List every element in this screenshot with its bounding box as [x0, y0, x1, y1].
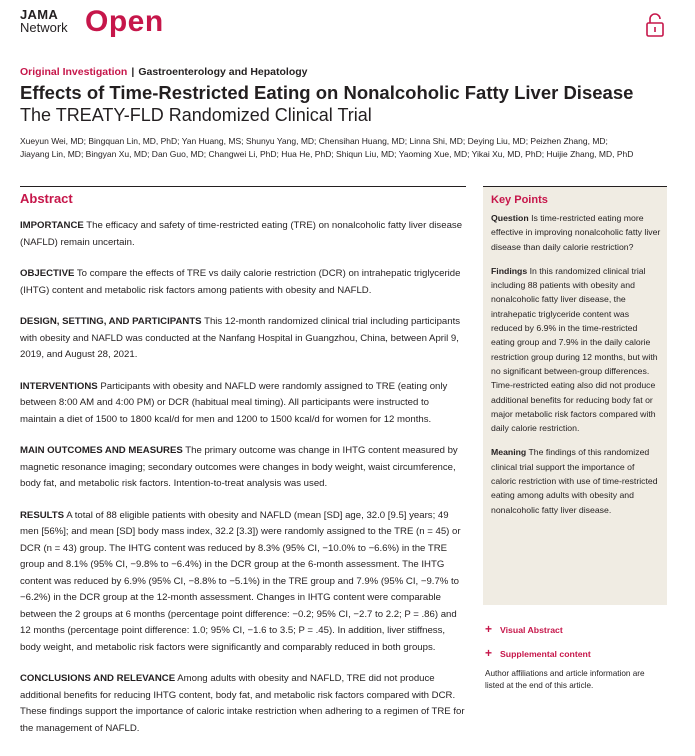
abstract-heading: Abstract — [20, 191, 73, 206]
logo-network: Network — [20, 20, 68, 35]
visual-abstract-link[interactable]: + Visual Abstract — [485, 622, 563, 636]
separator: | — [131, 66, 135, 78]
author-line: Jiayang Lin, MD; Bingyan Xu, MD; Dan Guo, MD; Changwei Li, PhD; Hua He, PhD; Shiqun Liu, MD; Yaoming Xue, MD; Yikai Xu, MD, PhD; Huijie Zhang, MD, PhD — [20, 149, 634, 159]
abstract-section-design: DESIGN, SETTING, AND PARTICIPANTS This 12-month randomized clinical trial including participants with obesity and NAFLD was conducted at the Nanfang Hospital in Guangzhou, China, between April 9, 2019, and August 28, 2021. — [20, 316, 461, 360]
open-lock-icon[interactable] — [645, 12, 665, 38]
article-type — [20, 66, 308, 78]
abstract-section-interventions: INTERVENTIONS Participants with obesity and NAFLD were randomly assigned to TRE (eating only between 8:00 AM and 4:00 PM) or DCR (habitual meal timing). All participants were instructed to maintain a diet of 1500 to 1800 kcal/d for men and 1200 to 1500 kcal/d for women for 12 months. — [20, 380, 448, 425]
abstract-section-objective: OBJECTIVE To compare the effects of TRE vs daily calorie restriction (DCR) on intrahepatic triglyceride (IHTG) content and metabolic risk factors among patients with obesity and NAFLD. — [20, 268, 461, 296]
article-subtitle: The TREATY-FLD Randomized Clinical Trial — [20, 105, 372, 125]
key-point-question: Question Is time-restricted eating more effective in improving nonalcoholic fatty liver disease than daily calorie restriction? — [491, 213, 661, 252]
abstract-section-importance: IMPORTANCE The efficacy and safety of time-restricted eating (TRE) on nonalcoholic fatty liver disease (NAFLD) remain uncertain. — [20, 220, 463, 248]
author-line: Xueyun Wei, MD; Bingquan Lin, MD, PhD; Yan Huang, MS; Shunyu Yang, MD; Chensihan Huang, MD; Linna Shi, MD; Deying Liu, MD; Peizhen Zhang, MD; — [20, 136, 608, 146]
abstract-section-results: RESULTS A total of 88 eligible patients with obesity and NAFLD (mean [SD] age, 32.0 [9.5] years; 49 men [56%]; and mean [SD] body mass index, 32.2 [3.3]) were randomly assigned to the TRE (n = 45) or DCR (n = 43) group. The IHTG content was reduced by 8.3% (95% CI, −10.0% to −6.6%) in the TRE group and 8.1% (95% CI, −9.8% to −6.4%) in the DCR group at the 6-month assessment. The IHTG content was reduced by 6.9% (95% CI, −8.8% to −5.1%) in the TRE group and 7.9% (95% CI, −9.7% to −6.2%) in the DCR group at the 12-month assessment. Changes in IHTG content were comparable between the 2 groups at 6 months (percentage point difference: −0.2; 95% CI, −2.7 to 2.2; P = .86) and 12 months (percentage point difference: 1.0; 95% CI, −1.6 to 3.5; P = .45). In addition, liver stiffness, body weight, and metabolic risk factors were significantly and comparably reduced in both groups. — [20, 509, 461, 653]
abstract-body — [20, 218, 466, 752]
supplemental-content-link[interactable]: + Supplemental content — [485, 646, 591, 660]
plus-icon: + — [485, 622, 493, 636]
article-category: Gastroenterology and Hepatology — [138, 66, 308, 78]
article-title: Effects of Time-Restricted Eating on Nonalcoholic Fatty Liver Disease — [20, 82, 634, 103]
key-point-findings: Findings In this randomized clinical trial including 88 patients with obesity and nonalcoholic fatty liver disease, the intrahepatic triglyceride content was reduced by 6.9% in the time-restricted eating group and 7.9% in the daily calorie restriction group during 12 months, but with no significant between-group differences. Time-restricted eating also did not produce additional benefits for reducing body fat or major metabolic risk factors compared with daily calorie restriction. — [491, 265, 658, 434]
affiliations-note: Author affiliations and article information are listed at the end of this article. — [485, 669, 645, 690]
logo-open: Open — [85, 5, 164, 38]
key-points-body — [491, 211, 661, 527]
key-points-heading: Key Points — [491, 194, 548, 206]
article-type-label: Original Investigation — [20, 66, 128, 78]
journal-header — [20, 6, 675, 46]
author-list — [20, 135, 660, 161]
plus-icon: + — [485, 646, 493, 660]
abstract-section-conclusions: CONCLUSIONS AND RELEVANCE Among adults with obesity and NAFLD, TRE did not produce additional benefits for reducing IHTG content, body fat, and metabolic risk factors compared with DCR. These findings support the importance of caloric intake restriction when adhering to a regimen of TRE for the management of NAFLD. — [20, 673, 465, 734]
abstract-section-outcomes: MAIN OUTCOMES AND MEASURES The primary outcome was change in IHTG content measured by magnetic resonance imaging; secondary outcomes were changes in body weight, waist circumference, body fat, and metabolic risk factors. Intention-to-treat analysis was used. — [20, 445, 458, 489]
key-points-box — [483, 186, 667, 605]
key-point-meaning: Meaning The findings of this randomized clinical trial support the importance of caloric restriction with use of time-restricted eating among adults with obesity and nonalcoholic fatty liver disease. — [491, 447, 658, 515]
divider — [20, 186, 466, 187]
logo-jama: JAMA — [20, 7, 59, 22]
